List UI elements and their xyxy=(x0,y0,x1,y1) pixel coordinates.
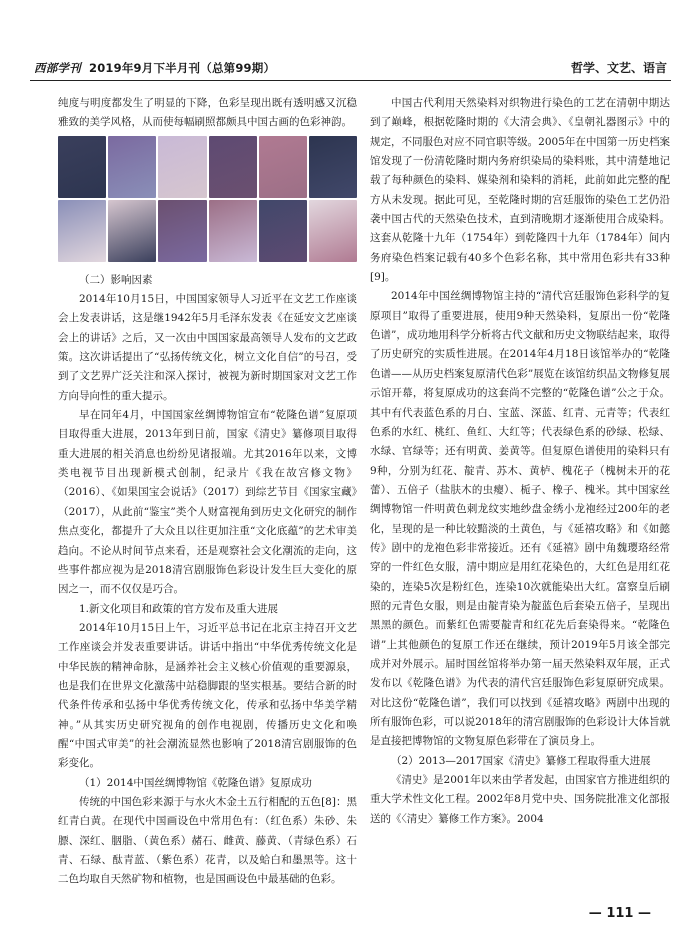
paragraph: 2014年10月15日，中国国家领导人习近平在文艺工作座谈会上发表讲话，这是继1942年5月毛泽东发表《在延安文艺座谈会上的讲话》之后，又一次由中国国家最高领导人发布的文艺政策。这次讲话提出了“弘扬传统文化，树立文化自信”的号召，受到了文艺界广泛关注和深入探讨，被视为新时期国家对文艺工作方向导向性的重大提示。 xyxy=(58,293,357,402)
section-heading: （二）影响因素 xyxy=(79,273,153,286)
costume-photo xyxy=(309,136,357,198)
costume-photo xyxy=(158,136,206,198)
paragraph: 传统的中国色彩来源于与水火木金土五行相配的五色[8]：黑红青白黄。在现代中国画设色中常用色有：（红色系）朱砂、朱膘、深红、胭脂、（黄色系）赭石、雌黄、藤黄、（青绿色系）石青、石绿、酞青蓝、（紫色系）花青，以及蛤白和墨黑等。这十二色均取自天然矿物和植物，也是国画设色中最基础的色彩。 xyxy=(58,795,357,886)
costume-photo xyxy=(209,136,257,198)
paragraph: 早在同年4月，中国国家丝绸博物馆宣布“乾隆色谱”复原项目取得重大进展，2013年到日前，国家《清史》纂修项目取得重大进展的相关消息也纷纷见诸报端。尤其2016年以来，文博类电视节目出现新模式创制，纪录片《我在故宫修文物》（2016）、《如果国宝会说话》（2017）到综艺节目《国家宝藏》（2017），从此前“鉴宝”类个人财富视角到历史文化研究的制作焦点变化，都提升了大众且以往更加注重“文化底蕴”的艺术审美趋向。不论从时间节点来看，还是观察社会文化潮流的走向，这些事件都应视为是2018清宫剧服饰色彩设计发生巨大变化的原因之一，而不仅仅是巧合。 xyxy=(58,409,357,596)
section-title: 哲学、文艺、语言 xyxy=(570,61,667,75)
costume-photo xyxy=(108,200,156,262)
costume-photo xyxy=(259,136,307,198)
left-column xyxy=(58,94,357,890)
costume-photo xyxy=(58,136,106,198)
costume-photo xyxy=(259,200,307,262)
subheading: （1）2014中国丝绸博物馆《乾隆色谱》复原成功 xyxy=(79,776,312,789)
running-header xyxy=(30,58,671,81)
journal-brand: 西部学刊 xyxy=(34,61,81,75)
journal-info xyxy=(34,60,275,76)
paragraph: 纯度与明度都发生了明显的下降，色彩呈现出既有透明感又沉稳雅致的美学风格，从而使每幅刷照都颇具中国古画的色彩神韵。 xyxy=(58,97,357,129)
paragraph: 2014年中国丝绸博物馆主持的“清代宫廷服饰色彩科学的复原项目”取得了重要进展，使用9种天然染料，复原出一份“乾隆色谱”，成功地用科学分析将古代文献和历史文物联结起来，取得了历史研究的实质性进展。在2014年4月18日该馆举办的“乾隆色谱——从历史档案复原清代色彩”展览在该馆纺织品文物修复展示馆开幕，将复原成功的这套尚不完整的“乾隆色谱”公之于众。其中有代表蓝色系的月白、宝蓝、深蓝、红青、元青等；代表红色系的水红、桃红、鱼红、大红等；代表绿色系的砂绿、松绿、水绿、官绿等；还有明黄、姜黄等。但复原色谱使用的染料只有9种，分别为红花、靛青、苏木、黄栌、槐花子（槐树未开的花蕾）、五倍子（盐肤木的虫瘿）、栀子、橡子、槐米。其中国家丝绸博物馆一件明黄色刺龙纹实地纱盘金绣小龙袍经过200年的老化，呈现的是一种比较黯淡的土黄色，与《延禧攻略》和《如懿传》剧中的龙袍色彩非常接近。还有《延禧》剧中角魏璎珞经常穿的一件红色女服，清中期应是用红花染色的，大红色是用红花染的，连染5次是粉红色，连染10次就能染出大红。富察皇后刷照的元青色女服，则是由靛青染为靛蓝色后套染五倍子，呈现出黑黑的颜色。而紫红色需要靛青和红花先后套染得来。“乾隆色谱”上其他颜色的复原工作还在继续，预计2019年5月该全部完成并对外展示。届时国丝馆将举办第一届天然染料双年展，正式发布以《乾隆色谱》为代表的清代宫廷服饰色彩复原研究成果。对比这份“乾隆色谱”，我们可以找到《延禧攻略》两剧中出现的所有服饰色彩，可以说2018年的清宫剧服饰的色彩设计大体旨就是直接把博物馆的文物复原色彩带在了演员身上。 xyxy=(370,290,670,748)
subheading: （2）2013—2017国家《清史》纂修工程取得重大进展 xyxy=(391,754,651,767)
paragraph: 《清史》是2001年以来由学者发起，由国家官方推进组织的重大学术性文化工程。2002年8月党中央、国务院批准文化部报送的《〈清史〉纂修工作方案》。2004 xyxy=(370,774,670,825)
journal-issue: 2019年9月下半月刊（总第99期） xyxy=(89,61,276,75)
costume-photo xyxy=(108,136,156,198)
costume-photo-strip xyxy=(58,136,357,262)
subheading: 1.新文化项目和政策的官方发布及重大进展 xyxy=(79,602,279,615)
costume-photo xyxy=(309,200,357,262)
costume-photo xyxy=(58,200,106,262)
page-number: — 111 — xyxy=(588,906,651,921)
right-column xyxy=(370,94,670,829)
costume-photo xyxy=(158,200,206,262)
costume-photo xyxy=(209,200,257,262)
paragraph: 2014年10月15日上午，习近平总书记在北京主持召开文艺工作座谈会并发表重要讲话。讲话中指出“中华优秀传统文化是中华民族的精神命脉，是涵养社会主义核心价值观的重要源泉，也是我们在世界文化激荡中站稳脚跟的坚实根基。要结合新的时代条件传承和弘扬中华优秀传统文化，传承和弘扬中华美学精神。”从其实历史研究视角的创作电视剧，传播历史文化和唤醒“中国式审美”的社会潮流显然也影响了2018清宫剧服饰的色彩变化。 xyxy=(58,621,357,770)
paragraph: 中国古代利用天然染料对织物进行染色的工艺在清朝中期达到了巅峰，根据乾隆时期的《大清会典》、《皇朝礼器图示》中的规定，不同服色对应不同官职等级。2005年在中国第一历史档案馆发现了一份清乾隆时期内务府织染局的染料账，其中清楚地记载了每种颜色的染料、媒染剂和染料的消耗，此前如此完整的配方从未发现。据此可见，至乾隆时期的宫廷服饰的染色工艺仍沿袭中国古代的天然染色技术，直到清晚期才逐渐使用合成染料。这套从乾隆十九年（1754年）到乾隆四十九年（1784年）间内务府染色档案记载有40多个色彩名称，其中常用色彩共有33种[9]。 xyxy=(370,97,670,284)
